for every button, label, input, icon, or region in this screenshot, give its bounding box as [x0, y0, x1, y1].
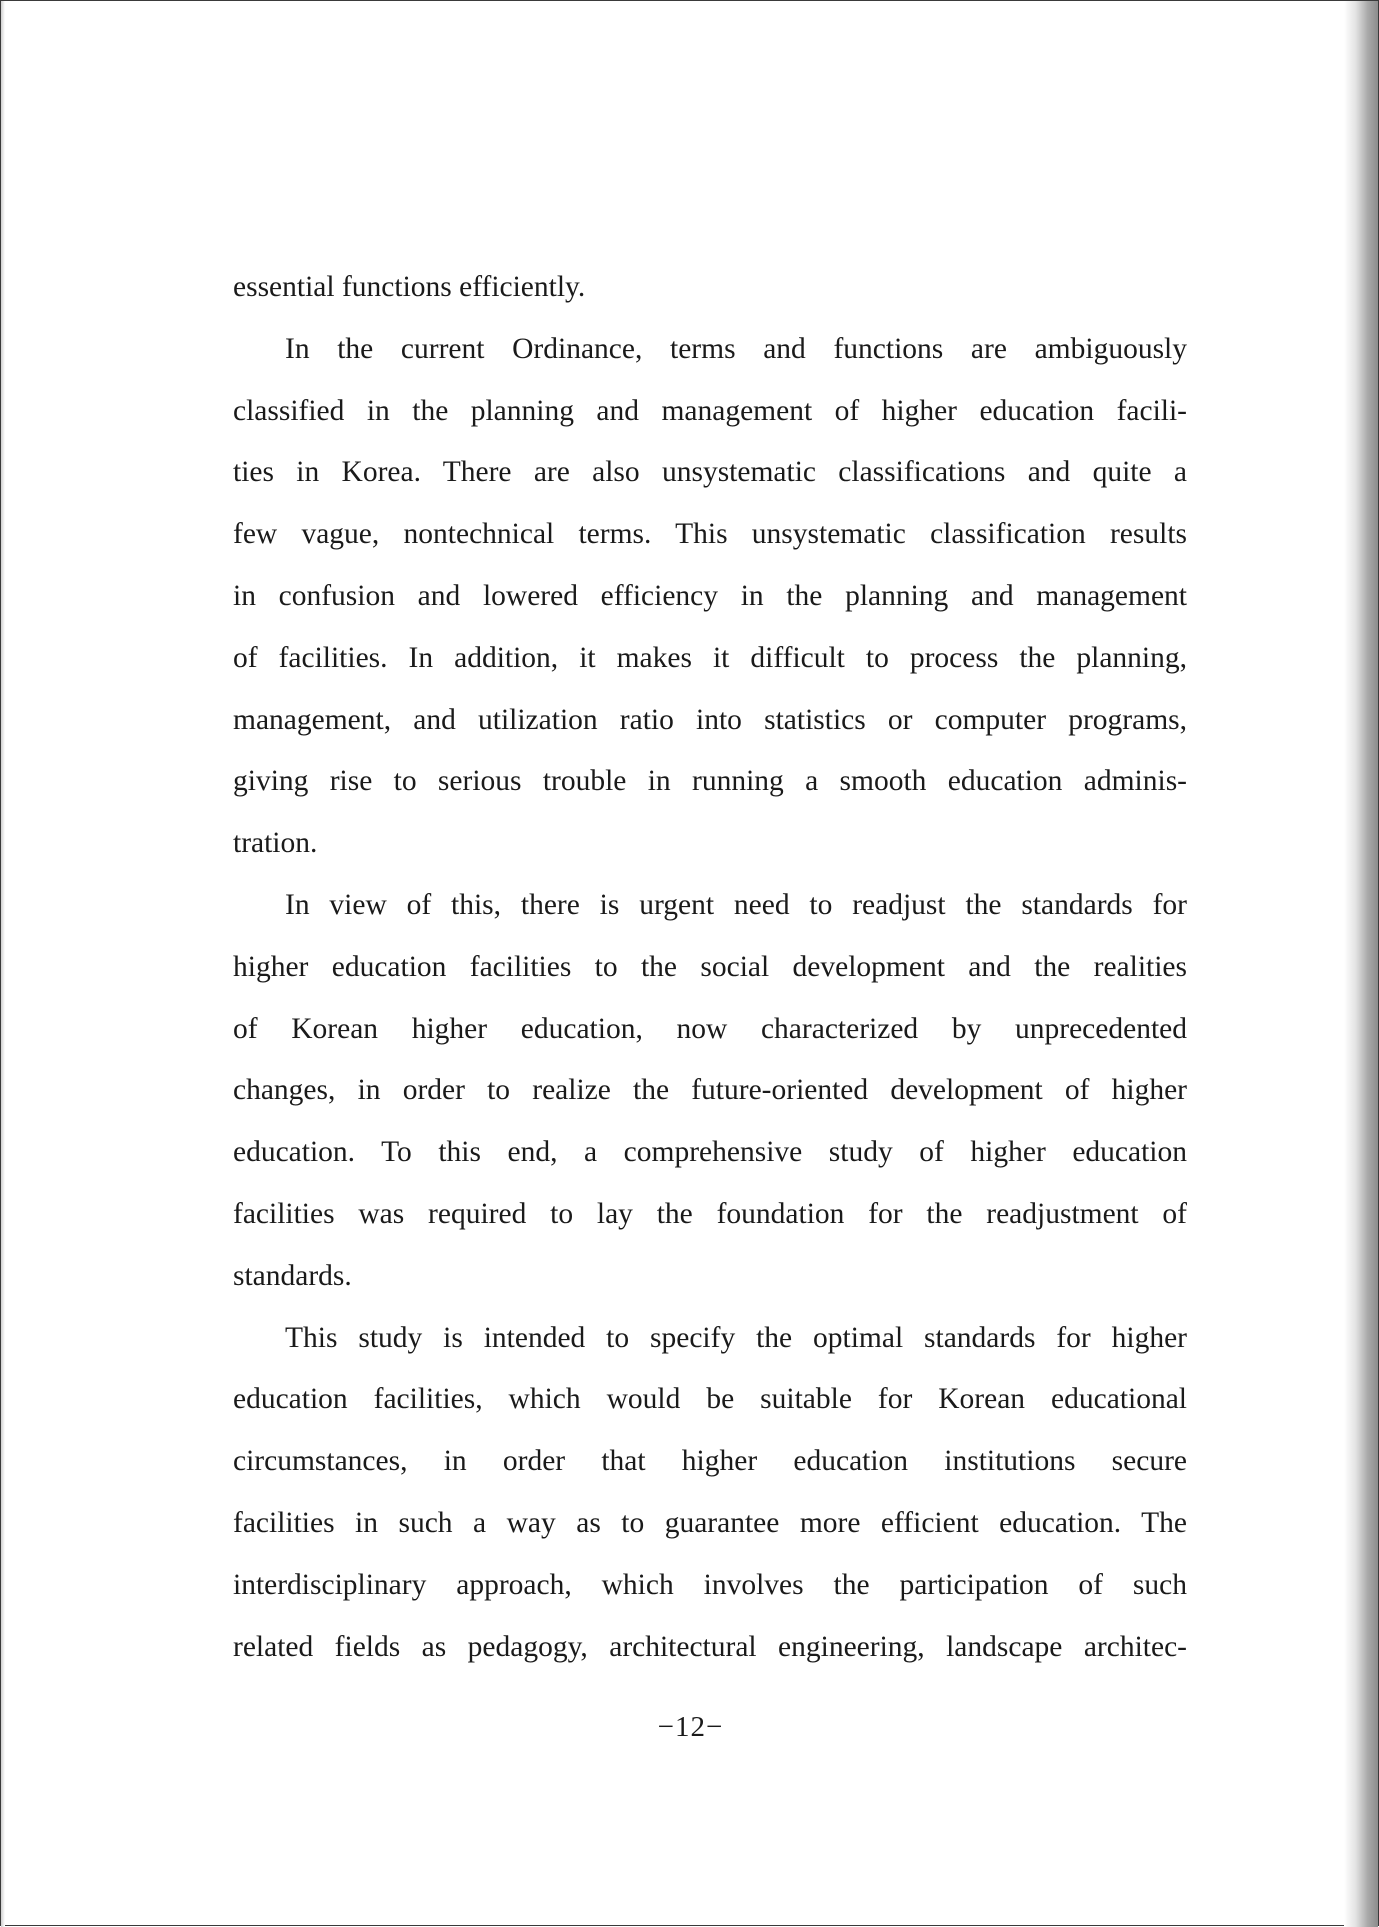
text-line: In the current Ordinance, terms and functions are ambiguously — [285, 332, 1187, 365]
text-line: changes, in order to realize the future-oriented development of higher — [233, 1074, 1187, 1107]
text-line: essential functions efficiently. — [233, 271, 586, 303]
page-left-edge — [1, 1, 5, 1927]
text-line: of facilities. In addition, it makes it difficult to process the planning, — [233, 641, 1187, 674]
text-line: standards. — [233, 1259, 352, 1292]
text-line: tration. — [233, 827, 318, 860]
text-line: of Korean higher education, now characterized by unprecedented — [233, 1012, 1187, 1045]
text-line: classified in the planning and management of higher education facili- — [233, 394, 1187, 427]
text-line: in confusion and lowered efficiency in the planning and management — [233, 579, 1187, 612]
text-line: This study is intended to specify the optimal standards for higher — [285, 1321, 1187, 1354]
text-line: circumstances, in order that higher education institutions secure — [233, 1445, 1187, 1478]
text-line: facilities in such a way as to guarantee more efficient education. The — [233, 1506, 1187, 1539]
text-line: higher education facilities to the social development and the realities — [233, 950, 1187, 983]
text-line: education facilities, which would be suitable for Korean educational — [233, 1383, 1187, 1416]
text-line: education. To this end, a comprehensive study of higher education — [233, 1136, 1187, 1169]
text-line: interdisciplinary approach, which involves the participation of such — [233, 1568, 1187, 1601]
text-line: management, and utilization ratio into statistics or computer programs, — [233, 703, 1187, 736]
text-line: ties in Korea. There are also unsystematic classifications and quite a — [233, 456, 1187, 489]
body-text — [233, 257, 1187, 1678]
page-right-shadow — [1344, 1, 1378, 1927]
page-number: −12− — [657, 1711, 724, 1743]
text-line: facilities was required to lay the foundation for the readjustment of — [233, 1197, 1187, 1230]
text-line: In view of this, there is urgent need to readjust the standards for — [285, 888, 1187, 921]
text-line: giving rise to serious trouble in running a smooth education adminis- — [233, 765, 1187, 798]
text-line: few vague, nontechnical terms. This unsystematic classification results — [233, 518, 1187, 551]
text-line: related fields as pedagogy, architectural engineering, landscape architec- — [233, 1630, 1187, 1663]
